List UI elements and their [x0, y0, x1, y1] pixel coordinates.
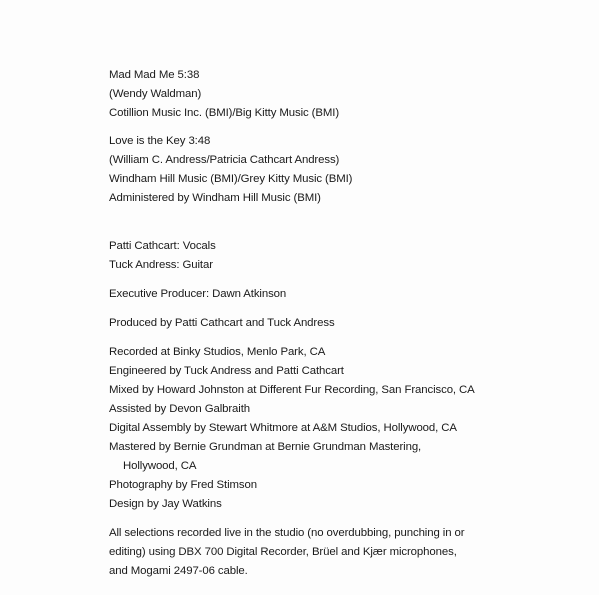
song-title-line: Mad Mad Me 5:38	[109, 69, 200, 81]
production-credits	[109, 343, 579, 514]
credit-line: Recorded at Binky Studios, Menlo Park, CA	[109, 346, 326, 358]
song-publisher: Windham Hill Music (BMI)/Grey Kitty Music (BMI)	[109, 173, 353, 185]
credit-line: Assisted by Devon Galbraith	[109, 403, 251, 415]
credit-line: Digital Assembly by Stewart Whitmore at A&M Studios, Hollywood, CA	[109, 422, 457, 434]
personnel-item: Patti Cathcart: Vocals	[109, 240, 216, 252]
credit-line: Design by Jay Watkins	[109, 498, 222, 510]
song-publisher: Cotillion Music Inc. (BMI)/Big Kitty Music (BMI)	[109, 107, 340, 119]
song-title-line: Love is the Key 3:48	[109, 135, 211, 147]
recording-notes	[109, 524, 579, 581]
credit-line: Mixed by Howard Johnston at Different Fur Recording, San Francisco, CA	[109, 384, 475, 396]
song-writer: (Wendy Waldman)	[109, 88, 202, 100]
credit-line: Photography by Fred Stimson	[109, 479, 257, 491]
personnel-block	[109, 237, 579, 275]
note-line: editing) using DBX 700 Digital Recorder, Brüel and Kjær microphones,	[109, 546, 457, 558]
personnel-item: Tuck Andress: Guitar	[109, 259, 213, 271]
credit-line: Mastered by Bernie Grundman at Bernie Grundman Mastering,	[109, 441, 422, 453]
credit-line: Engineered by Tuck Andress and Patti Cathcart	[109, 365, 344, 377]
note-line: and Mogami 2497-06 cable.	[109, 565, 248, 577]
song-credit-mad-mad-me	[109, 66, 579, 123]
liner-notes-text	[109, 66, 579, 581]
song-credit-love-is-the-key	[109, 132, 579, 208]
song-administrator: Administered by Windham Hill Music (BMI)	[109, 192, 321, 204]
note-line: All selections recorded live in the studio (no overdubbing, punching in or	[109, 527, 465, 539]
credit-line-continued: Hollywood, CA	[123, 460, 197, 472]
executive-producer: Executive Producer: Dawn Atkinson	[109, 288, 287, 300]
produced-by: Produced by Patti Cathcart and Tuck Andress	[109, 317, 335, 329]
song-writer: (William C. Andress/Patricia Cathcart Andress)	[109, 154, 340, 166]
